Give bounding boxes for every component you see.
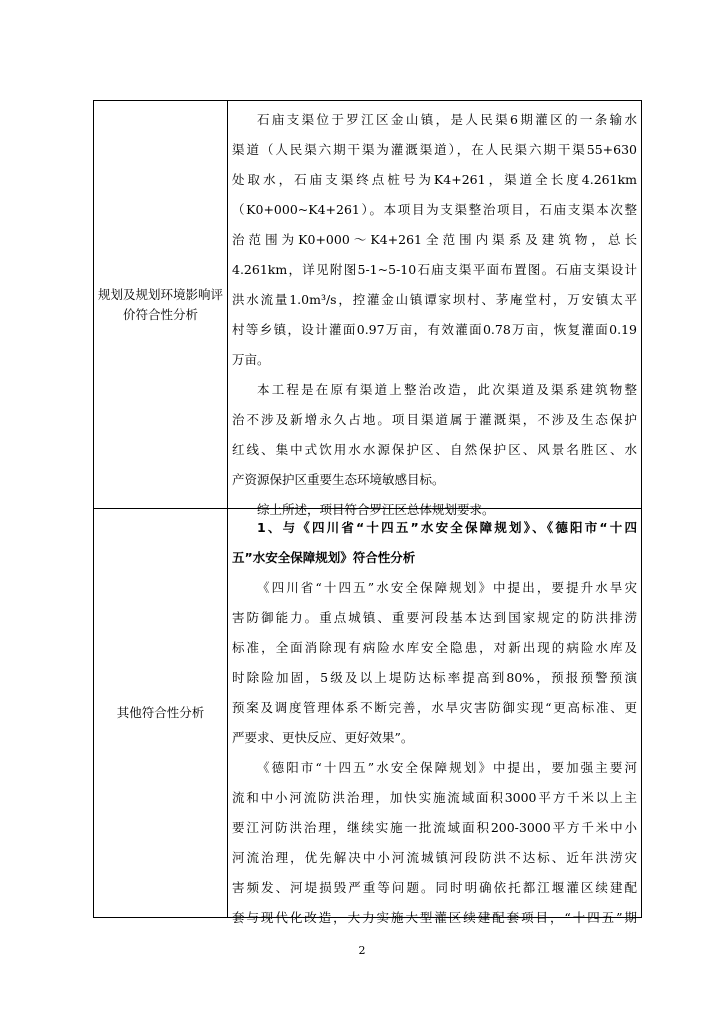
row-content-planning <box>228 101 641 517</box>
text-line: 要江河防洪治理，继续实施一批流域面积200-3000平方千米中小 <box>232 820 637 835</box>
text-line: 万亩。 <box>232 352 270 367</box>
section-heading-line: 1、与《四川省“十四五”水安全保障规划》、《德阳市“十四 <box>257 520 637 535</box>
text-line: 产资源保护区重要生态环境敏感目标。 <box>232 472 445 487</box>
text-line: 综上所述，项目符合罗江区总体规划要求。 <box>257 502 495 517</box>
row-content-other <box>228 509 641 925</box>
table-row-other <box>94 509 641 925</box>
text-line: 河流治理，优先解决中小河流城镇河段防洪不达标、近年洪涝灾 <box>232 850 637 865</box>
text-line: 石庙支渠位于罗江区金山镇，是人民渠6期灌区的一条输水 <box>257 112 637 127</box>
text-line: 流和中小河流防洪治理，加快实施流域面积3000平方千米以上主 <box>232 790 637 805</box>
text-line: 本工程是在原有渠道上整治改造，此次渠道及渠系建筑物整 <box>257 382 637 397</box>
compliance-table <box>93 100 642 925</box>
text-line: （K0+000~K4+261）。本项目为支渠整治项目，石庙支渠本次整 <box>232 202 637 217</box>
row-label-other: 其他符合性分析 <box>94 509 228 917</box>
text-line: 害防御能力。重点城镇、重要河段基本达到国家规定的防洪排涝 <box>232 610 637 625</box>
text-line: 渠道（人民渠六期干渠为灌溉渠道），在人民渠六期干渠55+630 <box>232 142 637 157</box>
text-line: 害频发、河堤损毁严重等问题。同时明确依托都江堰灌区续建配 <box>232 880 637 895</box>
text-line: 洪水流量1.0m³/s，控灌金山镇谭家坝村、茅庵堂村，万安镇太平 <box>232 292 637 307</box>
text-line: 红线、集中式饮用水水源保护区、自然保护区、风景名胜区、水 <box>232 442 637 457</box>
table-row-planning <box>94 101 641 517</box>
row-label-planning: 规划及规划环境影响评价符合性分析 <box>94 101 228 508</box>
text-line: 治不涉及新增永久占地。项目渠道属于灌溉渠，不涉及生态保护 <box>232 412 637 427</box>
page-number: 2 <box>358 944 366 957</box>
text-line: 套与现代化改造，大力实施大型灌区续建配套项目，“十四五”期 <box>232 910 637 925</box>
section-heading-line: 五”水安全保障规划》符合性分析 <box>232 550 416 565</box>
text-line: 处取水，石庙支渠终点桩号为K4+261，渠道全长度4.261km <box>232 172 637 187</box>
text-line: 村等乡镇，设计灌面0.97万亩，有效灌面0.78万亩，恢复灌面0.19 <box>232 322 637 337</box>
text-line: 时除险加固，5级及以上堤防达标率提高到80%，预报预警预演 <box>232 670 637 685</box>
text-line: 《德阳市“十四五”水安全保障规划》中提出，要加强主要河 <box>257 760 637 775</box>
text-line: 预案及调度管理体系不断完善，水旱灾害防御实现“更高标准、更 <box>232 700 637 715</box>
text-line: 《四川省“十四五”水安全保障规划》中提出，要提升水旱灾 <box>257 580 637 595</box>
text-line: 标准，全面消除现有病险水库安全隐患，对新出现的病险水库及 <box>232 640 637 655</box>
text-line: 治范围为K0+000～K4+261全范围内渠系及建筑物，总长 <box>232 232 637 247</box>
text-line: 严要求、更快反应、更好效果”。 <box>232 730 414 745</box>
text-line: 4.261km，详见附图5-1~5-10石庙支渠平面布置图。石庙支渠设计 <box>232 262 637 277</box>
